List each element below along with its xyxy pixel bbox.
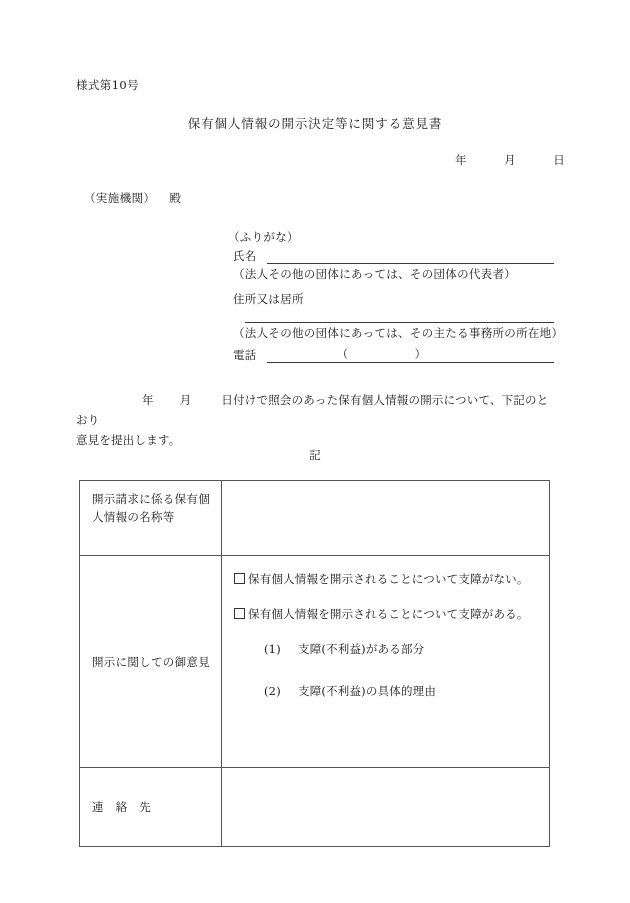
- sub-item-obstacle-reason: [264, 682, 537, 700]
- date-month-label: 月: [504, 153, 516, 167]
- table-row: [80, 768, 550, 847]
- address-input[interactable]: [245, 307, 554, 323]
- row-label-opinion: 開示に関しての御意見: [80, 556, 222, 768]
- phone-input[interactable]: [267, 348, 554, 363]
- row-value-information-name[interactable]: [222, 481, 550, 556]
- checkbox-option-label: 保有個人情報を開示されることについて支障がない。: [248, 572, 529, 586]
- form-number: 様式第10号: [76, 78, 140, 92]
- date-day-label: 日: [553, 153, 565, 167]
- body-date-year: 年: [142, 393, 154, 407]
- ki-marker: 記: [309, 448, 321, 462]
- applicant-block: [228, 229, 564, 363]
- phone-field-row: [228, 347, 554, 363]
- sub-item-number: (1): [264, 642, 281, 656]
- checkbox-icon[interactable]: [234, 573, 245, 584]
- address-label: 住所又は居所: [233, 292, 304, 306]
- checkbox-option-no-obstacle[interactable]: [234, 570, 537, 588]
- row-value-contact[interactable]: [222, 768, 550, 847]
- row-label-information-name: 開示請求に係る保有個人情報の名称等: [80, 481, 222, 556]
- opinion-form-table: [79, 480, 550, 847]
- sub-item-number: (2): [264, 684, 281, 698]
- opinion-options: [222, 556, 549, 700]
- row-value-opinion: [222, 556, 550, 768]
- checkbox-option-has-obstacle[interactable]: [234, 605, 537, 623]
- furigana-label: （ふりがな）: [228, 230, 299, 244]
- body-paragraph: [76, 390, 560, 450]
- phone-label: 電話: [233, 348, 257, 362]
- document-date-line: [455, 152, 565, 168]
- address-note: （法人その他の団体にあっては、その主たる事務所の所在地）: [233, 326, 564, 340]
- name-input[interactable]: [267, 250, 554, 264]
- date-year-label: 年: [455, 153, 467, 167]
- phone-paren-close: ）: [414, 347, 427, 361]
- row-label-contact: 連 絡 先: [80, 768, 222, 847]
- body-date-day-text: 日付けで照会のあった保有個人情報の開示について、下記のとおり: [76, 393, 549, 427]
- body-date-month: 月: [179, 393, 192, 407]
- checkbox-icon[interactable]: [234, 608, 245, 619]
- body-line-2: 意見を提出します。: [76, 433, 181, 447]
- name-label: 氏名: [233, 249, 257, 263]
- table-row: [80, 556, 550, 768]
- phone-paren-open: （: [336, 347, 349, 361]
- sub-item-label: 支障(不利益)の具体的理由: [298, 684, 437, 698]
- table-row: [80, 481, 550, 556]
- sub-item-label: 支障(不利益)がある部分: [298, 642, 425, 656]
- page-title: 保有個人情報の開示決定等に関する意見書: [187, 116, 443, 131]
- recipient-honorific: 殿: [169, 191, 182, 205]
- name-note: （法人その他の団体にあっては、その団体の代表者）: [233, 267, 517, 281]
- recipient-organization: （実施機関）: [84, 191, 156, 205]
- name-field-row: [228, 248, 554, 264]
- recipient-line: [84, 190, 181, 206]
- sub-item-obstacle-part: [264, 640, 537, 658]
- checkbox-option-label: 保有個人情報を開示されることについて支障がある。: [248, 607, 529, 621]
